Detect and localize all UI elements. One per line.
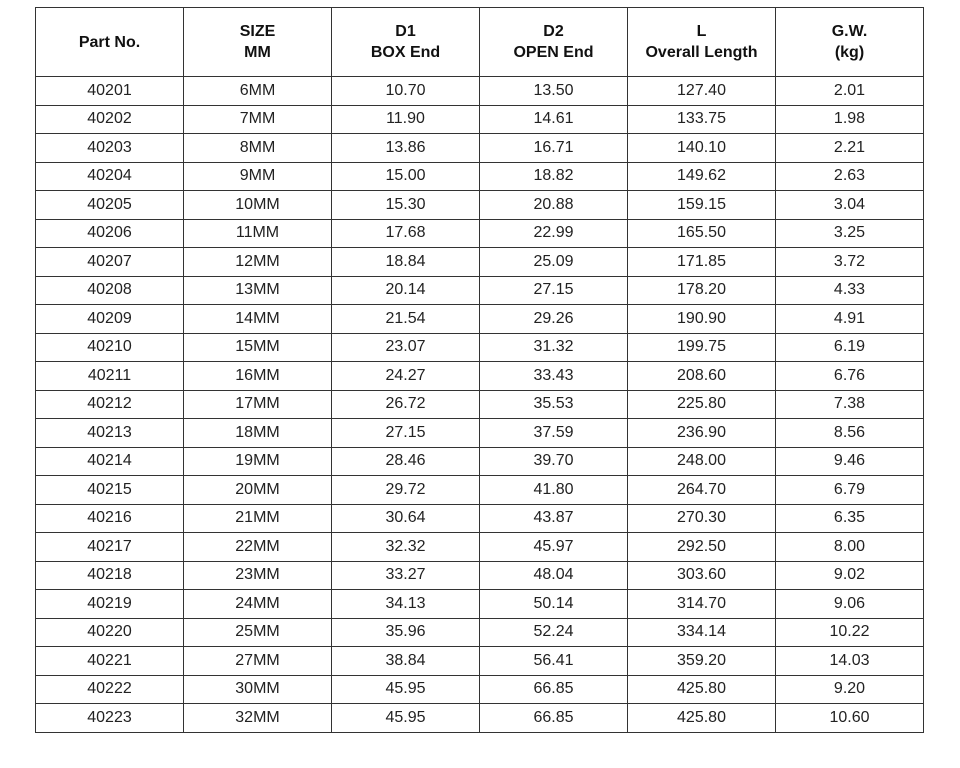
cell-overall-length: 303.60	[628, 561, 776, 590]
cell-part-no: 40202	[36, 105, 184, 134]
table-row	[36, 390, 924, 419]
cell-d2-open-end: 43.87	[480, 504, 628, 533]
cell-d2-open-end: 22.99	[480, 219, 628, 248]
cell-part-no: 40217	[36, 533, 184, 562]
cell-overall-length: 425.80	[628, 704, 776, 733]
cell-gross-weight: 10.60	[776, 704, 924, 733]
table-row	[36, 105, 924, 134]
cell-overall-length: 248.00	[628, 447, 776, 476]
cell-part-no: 40204	[36, 162, 184, 191]
table-row	[36, 504, 924, 533]
cell-gross-weight: 2.21	[776, 134, 924, 163]
cell-overall-length: 165.50	[628, 219, 776, 248]
table-row	[36, 618, 924, 647]
cell-d2-open-end: 41.80	[480, 476, 628, 505]
cell-overall-length: 127.40	[628, 77, 776, 106]
cell-overall-length: 225.80	[628, 390, 776, 419]
cell-overall-length: 133.75	[628, 105, 776, 134]
cell-d2-open-end: 13.50	[480, 77, 628, 106]
cell-size: 6MM	[184, 77, 332, 106]
cell-gross-weight: 6.35	[776, 504, 924, 533]
cell-overall-length: 140.10	[628, 134, 776, 163]
cell-d1-box-end: 38.84	[332, 647, 480, 676]
cell-d1-box-end: 17.68	[332, 219, 480, 248]
cell-part-no: 40212	[36, 390, 184, 419]
header-row	[36, 8, 924, 77]
cell-part-no: 40208	[36, 276, 184, 305]
cell-d2-open-end: 66.85	[480, 675, 628, 704]
cell-gross-weight: 3.04	[776, 191, 924, 220]
cell-d1-box-end: 21.54	[332, 305, 480, 334]
cell-part-no: 40203	[36, 134, 184, 163]
header-line-1: G.W.	[831, 23, 868, 40]
cell-d2-open-end: 33.43	[480, 362, 628, 391]
table-row	[36, 333, 924, 362]
cell-part-no: 40213	[36, 419, 184, 448]
table-row	[36, 476, 924, 505]
cell-part-no: 40206	[36, 219, 184, 248]
cell-overall-length: 314.70	[628, 590, 776, 619]
cell-size: 7MM	[184, 105, 332, 134]
cell-overall-length: 190.90	[628, 305, 776, 334]
cell-part-no: 40223	[36, 704, 184, 733]
cell-d1-box-end: 20.14	[332, 276, 480, 305]
cell-d1-box-end: 10.70	[332, 77, 480, 106]
header-line-2: Overall Length	[645, 44, 758, 61]
cell-d1-box-end: 27.15	[332, 419, 480, 448]
table-row	[36, 647, 924, 676]
cell-gross-weight: 9.46	[776, 447, 924, 476]
cell-d1-box-end: 23.07	[332, 333, 480, 362]
table-row	[36, 590, 924, 619]
cell-gross-weight: 2.01	[776, 77, 924, 106]
cell-d2-open-end: 29.26	[480, 305, 628, 334]
cell-part-no: 40222	[36, 675, 184, 704]
cell-d1-box-end: 26.72	[332, 390, 480, 419]
cell-size: 19MM	[184, 447, 332, 476]
table-row	[36, 134, 924, 163]
cell-d2-open-end: 45.97	[480, 533, 628, 562]
cell-size: 22MM	[184, 533, 332, 562]
cell-part-no: 40220	[36, 618, 184, 647]
header-line-1: L	[696, 23, 707, 40]
cell-d2-open-end: 20.88	[480, 191, 628, 220]
cell-d1-box-end: 15.30	[332, 191, 480, 220]
header-line-2: MM	[244, 44, 271, 61]
table-row	[36, 362, 924, 391]
cell-d2-open-end: 50.14	[480, 590, 628, 619]
cell-d1-box-end: 11.90	[332, 105, 480, 134]
cell-gross-weight: 9.06	[776, 590, 924, 619]
cell-size: 9MM	[184, 162, 332, 191]
cell-d2-open-end: 56.41	[480, 647, 628, 676]
column-header-d1-box-end	[332, 8, 480, 77]
cell-gross-weight: 1.98	[776, 105, 924, 134]
header-line-2: BOX End	[370, 44, 441, 61]
spec-table	[35, 7, 924, 733]
header-line-1: D2	[543, 23, 564, 40]
cell-part-no: 40205	[36, 191, 184, 220]
cell-d1-box-end: 30.64	[332, 504, 480, 533]
table-row	[36, 419, 924, 448]
cell-size: 25MM	[184, 618, 332, 647]
cell-d1-box-end: 24.27	[332, 362, 480, 391]
cell-size: 24MM	[184, 590, 332, 619]
cell-overall-length: 264.70	[628, 476, 776, 505]
cell-part-no: 40221	[36, 647, 184, 676]
cell-size: 30MM	[184, 675, 332, 704]
cell-d2-open-end: 66.85	[480, 704, 628, 733]
cell-size: 18MM	[184, 419, 332, 448]
cell-d2-open-end: 31.32	[480, 333, 628, 362]
cell-d2-open-end: 16.71	[480, 134, 628, 163]
cell-part-no: 40207	[36, 248, 184, 277]
cell-part-no: 40210	[36, 333, 184, 362]
cell-part-no: 40215	[36, 476, 184, 505]
cell-size: 12MM	[184, 248, 332, 277]
header-line-1: D1	[395, 23, 416, 40]
cell-size: 14MM	[184, 305, 332, 334]
cell-d2-open-end: 25.09	[480, 248, 628, 277]
cell-d2-open-end: 14.61	[480, 105, 628, 134]
table-row	[36, 191, 924, 220]
column-header-overall-length	[628, 8, 776, 77]
cell-size: 8MM	[184, 134, 332, 163]
cell-overall-length: 334.14	[628, 618, 776, 647]
table-row	[36, 219, 924, 248]
column-header-gross-weight	[776, 8, 924, 77]
column-header-size	[184, 8, 332, 77]
cell-d1-box-end: 28.46	[332, 447, 480, 476]
table-row	[36, 276, 924, 305]
table-row	[36, 447, 924, 476]
cell-d1-box-end: 33.27	[332, 561, 480, 590]
table-header	[36, 8, 924, 77]
cell-d2-open-end: 39.70	[480, 447, 628, 476]
cell-gross-weight: 4.91	[776, 305, 924, 334]
table-row	[36, 162, 924, 191]
cell-d1-box-end: 45.95	[332, 704, 480, 733]
cell-part-no: 40219	[36, 590, 184, 619]
cell-size: 23MM	[184, 561, 332, 590]
cell-d1-box-end: 18.84	[332, 248, 480, 277]
cell-overall-length: 292.50	[628, 533, 776, 562]
cell-d2-open-end: 52.24	[480, 618, 628, 647]
cell-gross-weight: 7.38	[776, 390, 924, 419]
cell-d2-open-end: 37.59	[480, 419, 628, 448]
cell-gross-weight: 6.79	[776, 476, 924, 505]
cell-part-no: 40214	[36, 447, 184, 476]
cell-size: 27MM	[184, 647, 332, 676]
table-row	[36, 704, 924, 733]
cell-d1-box-end: 13.86	[332, 134, 480, 163]
cell-overall-length: 199.75	[628, 333, 776, 362]
cell-overall-length: 159.15	[628, 191, 776, 220]
cell-overall-length: 270.30	[628, 504, 776, 533]
cell-size: 21MM	[184, 504, 332, 533]
cell-overall-length: 178.20	[628, 276, 776, 305]
cell-d2-open-end: 35.53	[480, 390, 628, 419]
cell-gross-weight: 9.20	[776, 675, 924, 704]
cell-overall-length: 236.90	[628, 419, 776, 448]
cell-part-no: 40216	[36, 504, 184, 533]
cell-d1-box-end: 45.95	[332, 675, 480, 704]
cell-d1-box-end: 34.13	[332, 590, 480, 619]
cell-d2-open-end: 27.15	[480, 276, 628, 305]
header-line-1: Part No.	[78, 33, 141, 51]
cell-size: 15MM	[184, 333, 332, 362]
cell-gross-weight: 4.33	[776, 276, 924, 305]
column-header-part-no	[36, 8, 184, 77]
header-line-1: SIZE	[239, 23, 276, 40]
cell-gross-weight: 8.56	[776, 419, 924, 448]
cell-part-no: 40211	[36, 362, 184, 391]
table-row	[36, 561, 924, 590]
cell-size: 17MM	[184, 390, 332, 419]
cell-gross-weight: 14.03	[776, 647, 924, 676]
cell-overall-length: 359.20	[628, 647, 776, 676]
cell-part-no: 40209	[36, 305, 184, 334]
header-line-2: (kg)	[834, 44, 865, 61]
cell-gross-weight: 2.63	[776, 162, 924, 191]
cell-d2-open-end: 48.04	[480, 561, 628, 590]
cell-size: 20MM	[184, 476, 332, 505]
cell-part-no: 40201	[36, 77, 184, 106]
cell-gross-weight: 10.22	[776, 618, 924, 647]
header-line-2: OPEN End	[513, 44, 594, 61]
cell-overall-length: 208.60	[628, 362, 776, 391]
cell-d1-box-end: 35.96	[332, 618, 480, 647]
column-header-d2-open-end	[480, 8, 628, 77]
cell-overall-length: 171.85	[628, 248, 776, 277]
cell-gross-weight: 6.19	[776, 333, 924, 362]
cell-size: 11MM	[184, 219, 332, 248]
table-row	[36, 305, 924, 334]
cell-d1-box-end: 32.32	[332, 533, 480, 562]
cell-overall-length: 149.62	[628, 162, 776, 191]
cell-gross-weight: 6.76	[776, 362, 924, 391]
cell-part-no: 40218	[36, 561, 184, 590]
cell-size: 13MM	[184, 276, 332, 305]
cell-d2-open-end: 18.82	[480, 162, 628, 191]
cell-gross-weight: 9.02	[776, 561, 924, 590]
cell-gross-weight: 3.25	[776, 219, 924, 248]
cell-d1-box-end: 29.72	[332, 476, 480, 505]
table-row	[36, 533, 924, 562]
cell-size: 16MM	[184, 362, 332, 391]
table-body	[36, 77, 924, 733]
cell-d1-box-end: 15.00	[332, 162, 480, 191]
table-row	[36, 248, 924, 277]
table-row	[36, 675, 924, 704]
cell-size: 10MM	[184, 191, 332, 220]
cell-gross-weight: 3.72	[776, 248, 924, 277]
cell-gross-weight: 8.00	[776, 533, 924, 562]
table-row	[36, 77, 924, 106]
cell-size: 32MM	[184, 704, 332, 733]
cell-overall-length: 425.80	[628, 675, 776, 704]
